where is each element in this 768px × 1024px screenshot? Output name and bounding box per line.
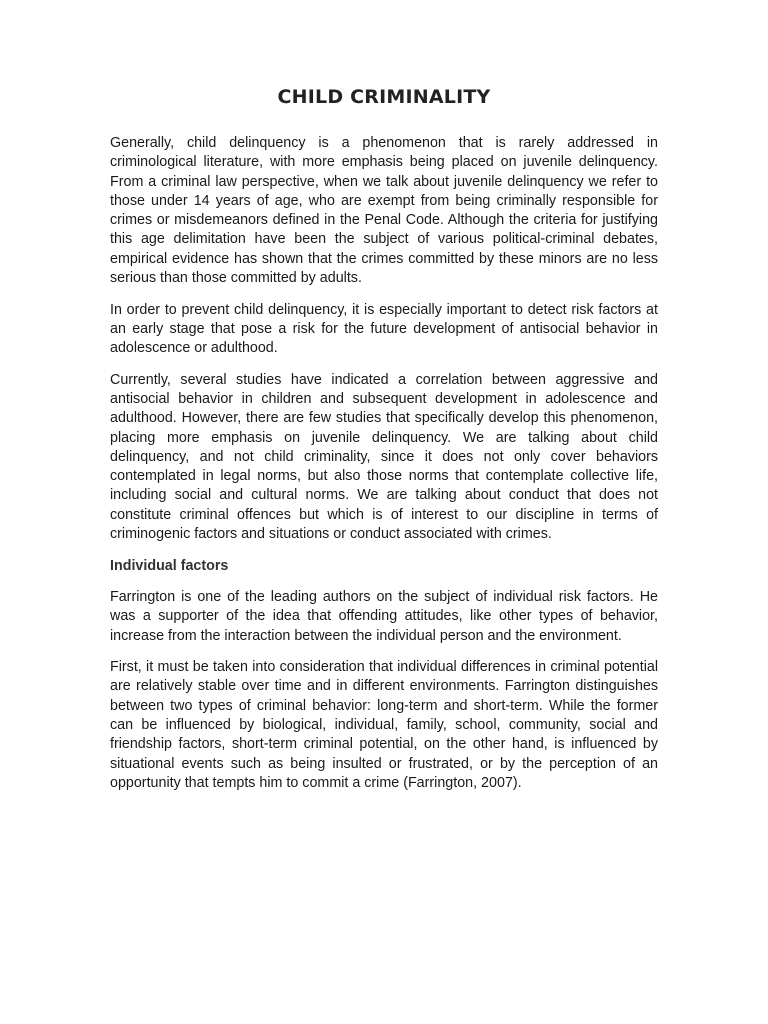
paragraph-studies: Currently, several studies have indicated a correlation between aggressive and antisocial behavior in children and subsequent development in adolescence and adulthood. However, there are few studies that specifically develop this phenomenon, placing more emphasis on juvenile delinquency. We are talking about child delinquency, and not child criminality, since it does not only cover behaviors contemplated in legal norms, but also those norms that contemplate collective life, including social and cultural norms. We are talking about conduct that does not constitute criminal offences but which is of interest to our discipline in terms of criminogenic factors and situations or conduct associated with crimes. bbox=[110, 371, 658, 543]
section-heading-individual-factors: Individual factors bbox=[110, 557, 229, 574]
paragraph-farrington: Farrington is one of the leading authors on the subject of individual risk factors. He was a supporter of the idea that offending attitudes, like other types of behavior, increase from the interaction between the individual person and the environment. bbox=[110, 588, 658, 644]
paragraph-prevention: In order to prevent child delinquency, it is especially important to detect risk factors at an early stage that pose a risk for the future development of antisocial behavior in adolescence or adulthood. bbox=[110, 301, 658, 357]
paragraph-intro: Generally, child delinquency is a phenomenon that is rarely addressed in criminological literature, with more emphasis being placed on juvenile delinquency. From a criminal law perspective, when we talk about juvenile delinquency we refer to those under 14 years of age, who are exempt from being criminally responsible for crimes or misdemeanors defined in the Penal Code. Although the criteria for justifying this age delimitation have been the subject of various political-criminal debates, empirical evidence has shown that the crimes committed by these minors are no less serious than those committed by adults. bbox=[110, 135, 658, 287]
document-body bbox=[110, 134, 658, 805]
paragraph-criminal-potential: First, it must be taken into consideration that individual differences in criminal potential are relatively stable over time and in different environments. Farrington distinguishes between two types of criminal behavior: long-term and short-term. While the former can be influenced by biological, individual, family, school, community, social and friendship factors, short-term criminal potential, on the other hand, is influenced by situational events such as being insulted or frustrated, or by the perception of an opportunity that tempts him to commit a crime (Farrington, 2007). bbox=[110, 659, 658, 791]
document-title: CHILD CRIMINALITY bbox=[277, 86, 491, 108]
